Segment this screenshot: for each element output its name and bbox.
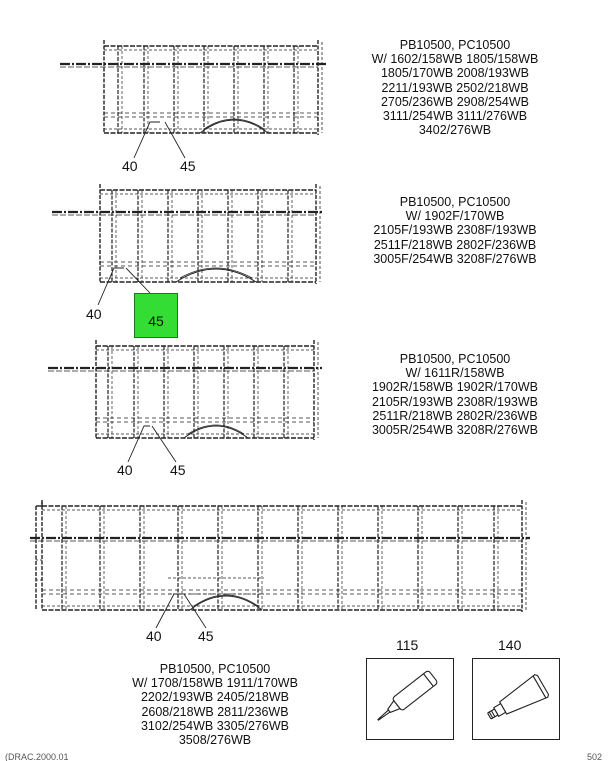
spec-line: PB10500, PC10500 [399,195,511,209]
spec-text-group-1 [360,38,550,137]
callout-45-highlighted[interactable]: 45 [134,293,178,338]
spec-line: W/ 1611R/158WB [405,366,505,381]
callout-45[interactable]: 45 [170,462,186,478]
footer-code: (DRAC.2000.01 [5,752,69,761]
callout-140[interactable]: 140 [498,637,522,653]
caulk-cartridge-icon [367,659,455,741]
spec-line: PB10500, PC10500 [399,38,511,52]
part-box-115[interactable] [366,658,454,740]
spec-line: 3508/276WB [178,733,252,748]
callout-40[interactable]: 40 [122,158,138,174]
callout-45[interactable]: 45 [180,158,196,174]
sealant-tube-icon [473,659,561,741]
callout-40[interactable]: 40 [146,628,162,644]
spec-line: 2202/193WB 2405/218WB [140,690,290,705]
callout-45[interactable]: 45 [198,628,214,644]
callout-115[interactable]: 115 [396,637,419,653]
spec-line: PB10500, PC10500 [159,662,271,676]
spec-line: 1902R/158WB 1902R/170WB [371,380,539,395]
spec-line: W/ 1602/158WB 1805/158WB [371,52,539,67]
spec-line: 3111/254WB 3111/276WB [382,109,528,124]
spec-text-group-2 [360,195,550,266]
spec-line: W/ 1708/158WB 1911/170WB [132,676,298,691]
spec-line: 2105F/193WB 2308F/193WB [373,223,537,238]
spec-line: 2608/218WB 2811/236WB [141,704,289,719]
footer-page: 502 [586,752,602,761]
spec-line: 2511F/218WB 2802F/236WB [373,237,537,252]
spec-line: 3005F/254WB 3208F/276WB [373,251,537,266]
spec-line: 1805/170WB 2008/193WB [380,66,530,81]
callout-40[interactable]: 40 [117,462,133,478]
spec-line: 3102/254WB 3305/276WB [140,718,290,733]
spec-line: 3005R/254WB 3208R/276WB [371,423,539,438]
spec-text-group-4 [120,662,310,747]
spec-line: 3402/276WB [418,123,492,138]
spec-line: W/ 1902F/170WB [405,209,505,224]
part-box-140[interactable] [472,658,560,740]
spec-line: 2211/193WB 2502/218WB [381,80,529,95]
spec-text-group-3 [360,352,550,437]
spec-line: 2105R/193WB 2308R/193WB [371,394,539,409]
callout-40[interactable]: 40 [86,306,102,322]
spec-line: 2511R/218WB 2802R/236WB [372,408,538,423]
spec-line: PB10500, PC10500 [399,352,511,366]
spec-line: 2705/236WB 2908/254WB [380,94,530,109]
